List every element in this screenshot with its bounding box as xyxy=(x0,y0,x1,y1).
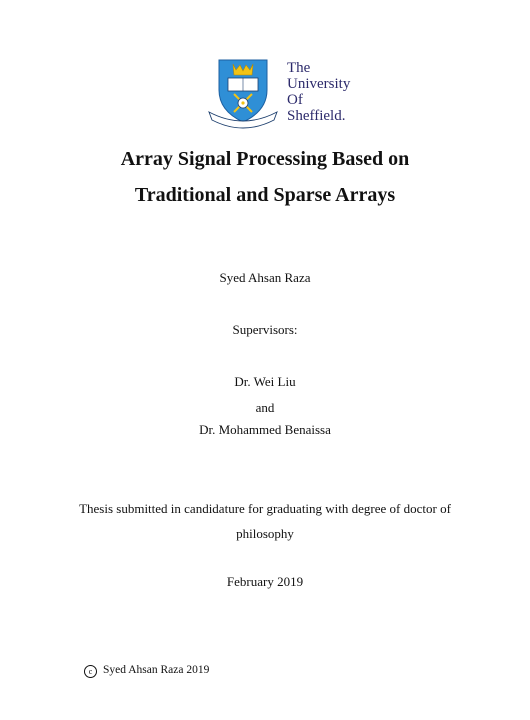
supervisor-2: Dr. Mohammed Benaissa xyxy=(199,422,331,437)
wordmark-line-3: Of xyxy=(287,92,303,108)
copyright-text: Syed Ahsan Raza 2019 xyxy=(103,664,210,676)
supervisors-label: Supervisors: xyxy=(232,322,298,337)
thesis-title-line-1: Array Signal Processing Based on xyxy=(120,148,410,170)
university-crest-icon xyxy=(206,56,280,130)
university-logo xyxy=(206,56,376,130)
copyright-icon: c xyxy=(84,665,97,678)
wordmark-line-1: The xyxy=(287,60,311,76)
submission-date: February 2019 xyxy=(226,574,304,589)
copyright-notice xyxy=(84,664,209,678)
wordmark-line-4: Sheffield. xyxy=(287,108,346,124)
thesis-statement-line-1: Thesis submitted in candidature for graduating with degree of doctor of xyxy=(79,501,451,516)
thesis-statement-line-2: philosophy xyxy=(236,526,294,541)
author-name: Syed Ahsan Raza xyxy=(219,270,311,285)
and-text: and xyxy=(255,400,275,415)
supervisor-1: Dr. Wei Liu xyxy=(234,374,296,389)
thesis-title-line-2: Traditional and Sparse Arrays xyxy=(134,184,396,206)
wordmark-line-2: University xyxy=(287,76,351,92)
university-wordmark xyxy=(287,60,350,124)
